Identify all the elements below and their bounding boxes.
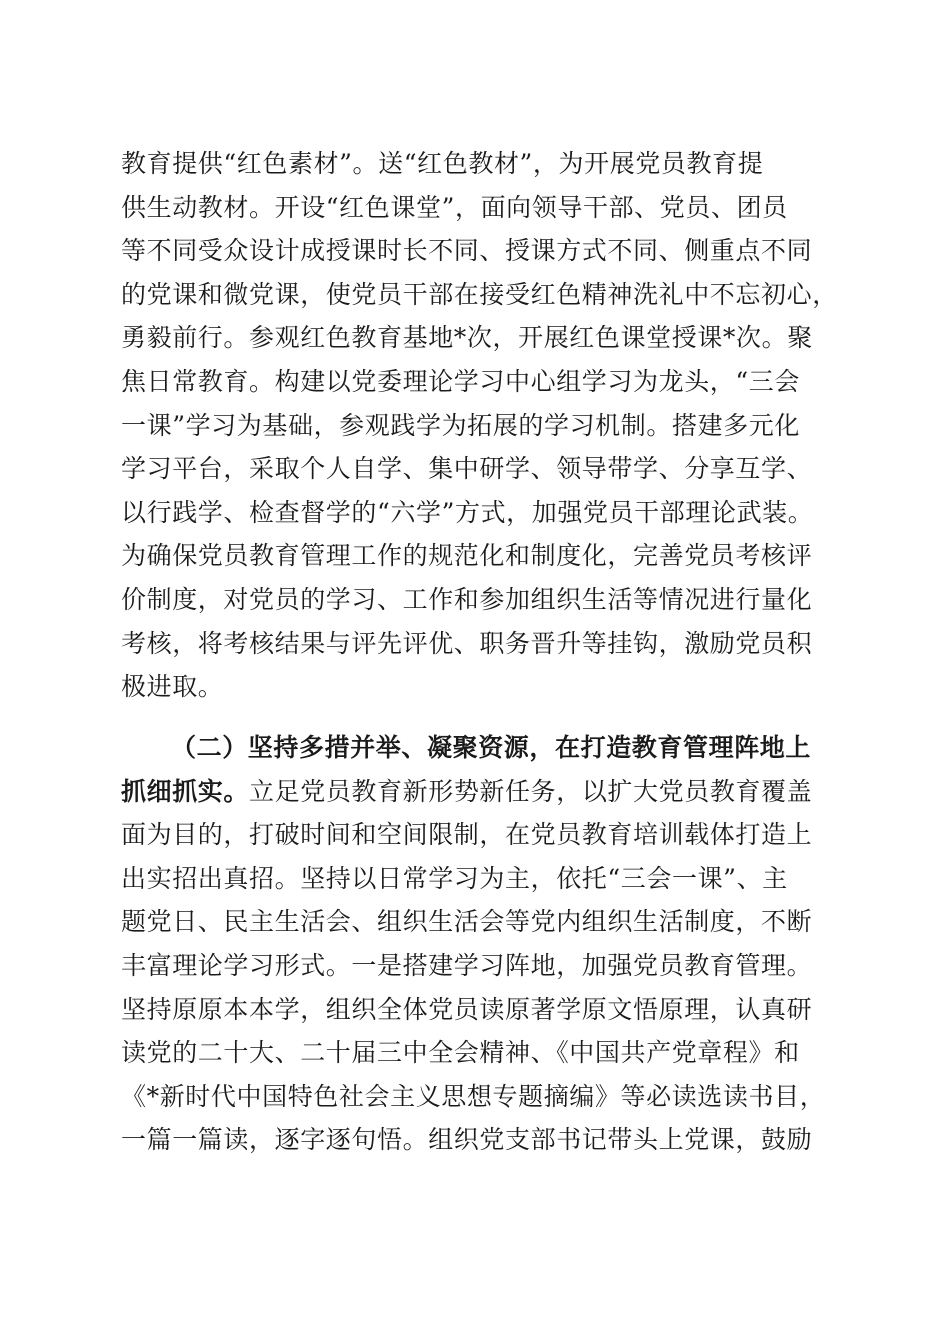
paragraph-line: 出实招出真招。坚持以日常学习为主，依托“三会一课”、主 [121,863,788,893]
paragraph-line: 坚持原原本本学，组织全体党员读原著学原文悟原理，认真研 [121,994,813,1024]
paragraph-line: 考核，将考核结果与评先评优、职务晋升等挂钩，激励党员积 [121,628,813,658]
paragraph-line: 读党的二十大、二十届三中全会精神、《中国共产党章程》和 [121,1038,800,1068]
paragraph-line: 勇毅前行。参观红色教育基地*次，开展红色课堂授课*次。聚 [121,323,813,353]
paragraph-line: 题党日、民主生活会、组织生活会等党内组织生活制度，不断 [121,907,813,937]
paragraph-2 [121,726,831,1162]
section-heading: （二）坚持多措并举、凝聚资源，在打造教育管理阵地上 [171,733,812,762]
paragraph-line: 供生动教材。开设“红色课堂”，面向领导干部、党员、团员 [121,192,788,222]
paragraph-1 [121,142,838,709]
paragraph-line: 教育提供“红色素材”。送“红色教材”，为开展党员教育提 [121,149,764,178]
section-heading-end: 抓细抓实。 [121,776,250,806]
paragraph-line: 焦日常教育。构建以党委理论学习中心组学习为龙头，“三会 [121,366,800,396]
paragraph-line: 《*新时代中国特色社会主义思想专题摘编》等必读选读书目， [121,1081,826,1111]
paragraph-line-rest: 立足党员教育新形势新任务，以扩大党员教育覆盖 [249,776,813,806]
paragraph-line: 面为目的，打破时间和空间限制，在党员教育培训载体打造上 [121,820,813,850]
paragraph-line: 等不同受众设计成授课时长不同、授课方式不同、侧重点不同 [121,236,813,266]
paragraph-line: 极进取。 [121,672,224,702]
paragraph-line: 为确保党员教育管理工作的规范化和制度化，完善党员考核评 [121,541,813,571]
paragraph-line [121,770,831,814]
paragraph-line: 价制度，对党员的学习、工作和参加组织生活等情况进行量化 [121,584,813,614]
paragraph-line: 以行践学、检查督学的“六学”方式，加强党员干部理论武装。 [121,497,814,527]
paragraph-line: 学习平台，采取个人自学、集中研学、领导带学、分享互学、 [121,454,813,484]
paragraph-line: 一课”学习为基础，参观践学为拓展的学习机制。搭建多元化 [121,410,800,440]
paragraph-line: 丰富理论学习形式。一是搭建学习阵地，加强党员教育管理。 [121,950,813,980]
paragraph-line: 一篇一篇读，逐字逐句悟。组织党支部书记带头上党课，鼓励 [121,1125,813,1155]
paragraph-line: 的党课和微党课，使党员干部在接受红色精神洗礼中不忘初心， [121,279,838,309]
